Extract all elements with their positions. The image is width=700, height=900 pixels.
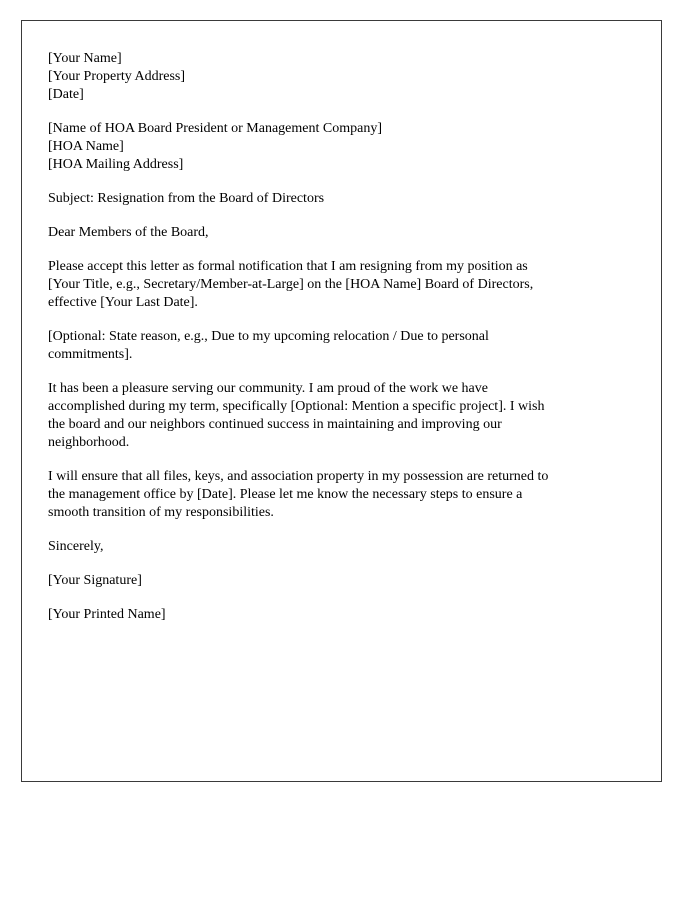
recipient-address-block: [Name of HOA Board President or Management Company] [HOA Name] [HOA Mailing Address] <box>48 121 382 172</box>
body-paragraph-resignation-notice: Please accept this letter as formal notification that I am resigning from my position as [Your Title, e.g., Secretary/Member-at-Large] on the [HOA Name] Board of Directors, effective [Your Last Date]. <box>48 259 534 310</box>
printed-name-placeholder: [Your Printed Name] <box>48 607 166 622</box>
body-paragraph-gratitude: It has been a pleasure serving our community. I am proud of the work we have accomplished during my term, specifically [Optional: Mention a specific project]. I wish the board and our neighbors continued success in maintaining and improving our neighborhood. <box>48 381 545 450</box>
closing: Sincerely, <box>48 539 104 554</box>
letter-page <box>21 20 662 782</box>
signature-placeholder: [Your Signature] <box>48 573 142 588</box>
body-paragraph-optional-reason: [Optional: State reason, e.g., Due to my upcoming relocation / Due to personal commitments]. <box>48 329 489 362</box>
salutation: Dear Members of the Board, <box>48 225 209 240</box>
subject-line: Subject: Resignation from the Board of Directors <box>48 191 325 206</box>
sender-address-block: [Your Name] [Your Property Address] [Date] <box>48 51 186 102</box>
body-paragraph-transition: I will ensure that all files, keys, and association property in my possession are returned to the management office by [Date]. Please let me know the necessary steps to ensure a smooth transition of my responsibilities. <box>48 469 549 520</box>
